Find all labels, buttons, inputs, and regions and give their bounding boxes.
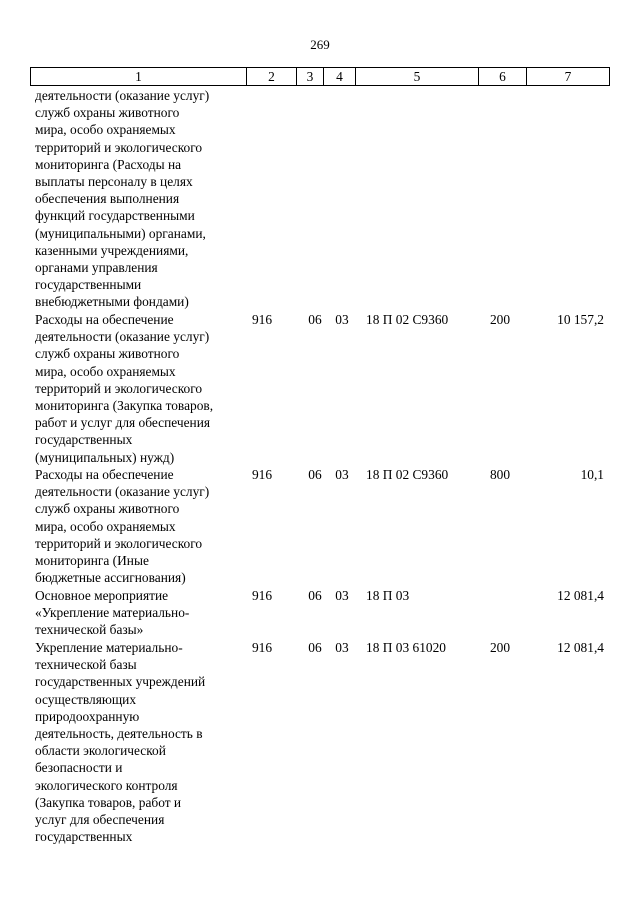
row-col2: 916 [251, 467, 273, 482]
row-col2: 916 [251, 588, 273, 603]
column-header-5: 5 [355, 68, 478, 85]
row-col3: 06 [308, 588, 322, 603]
row-col4: 03 [335, 640, 349, 655]
column-header-7: 7 [526, 68, 609, 85]
row-col3: 06 [308, 312, 322, 327]
row-col5: 18 П 03 61020 [366, 640, 446, 655]
column-header-1: 1 [135, 69, 142, 84]
column-header-4: 4 [323, 68, 355, 85]
row-col7: 12 081,4 [557, 588, 604, 603]
column-header-3: 3 [296, 68, 323, 85]
row-col4: 03 [335, 467, 349, 482]
row-col2: 916 [251, 312, 273, 327]
row-col4: 03 [335, 588, 349, 603]
row-col3: 06 [308, 467, 322, 482]
row-col3: 06 [308, 640, 322, 655]
row-col5: 18 П 02 С9360 [366, 312, 449, 327]
row-col7: 12 081,4 [557, 640, 604, 655]
page-number: 269 [310, 37, 330, 52]
row-name: Укрепление материально- технической базы государственных учреждений осуществляющих природоохранную деятельность, деятельность в области экологической безопасности и экологического контроля (Закупка товаров, работ и услуг для обеспечения государственных [35, 640, 206, 845]
row-col6: 800 [489, 467, 511, 482]
row-col7: 10 157,2 [557, 312, 604, 327]
row-col6: 200 [489, 640, 511, 655]
column-header-6: 6 [478, 68, 526, 85]
row-name: деятельности (оказание услуг) служб охраны животного мира, особо охраняемых территорий и экологического мониторинга (Расходы на выплаты персоналу в целях обеспечения выполнения функций государственными (муниципальными) органами, казенными учреждениями, органами управления государственными внебюджетными фондами) [35, 88, 210, 310]
row-col7: 10,1 [580, 467, 604, 482]
row-col5: 18 П 02 С9360 [366, 467, 449, 482]
row-col2: 916 [251, 640, 273, 655]
row-col6: 200 [489, 312, 511, 327]
table-header [30, 67, 610, 86]
row-name: Расходы на обеспечение деятельности (оказание услуг) служб охраны животного мира, особо охраняемых территорий и экологического мониторинга (Иные бюджетные ассигнования) [35, 467, 210, 586]
row-col5: 18 П 03 [366, 588, 410, 603]
row-name: Основное мероприятие «Укрепление материально- технической базы» [35, 588, 190, 638]
column-header-2: 2 [246, 68, 296, 85]
row-name: Расходы на обеспечение деятельности (оказание услуг) служб охраны животного мира, особо охраняемых территорий и экологического мониторинга (Закупка товаров, работ и услуг для обеспечения государственных (муниципальных) нужд) [35, 312, 214, 465]
row-col4: 03 [335, 312, 349, 327]
